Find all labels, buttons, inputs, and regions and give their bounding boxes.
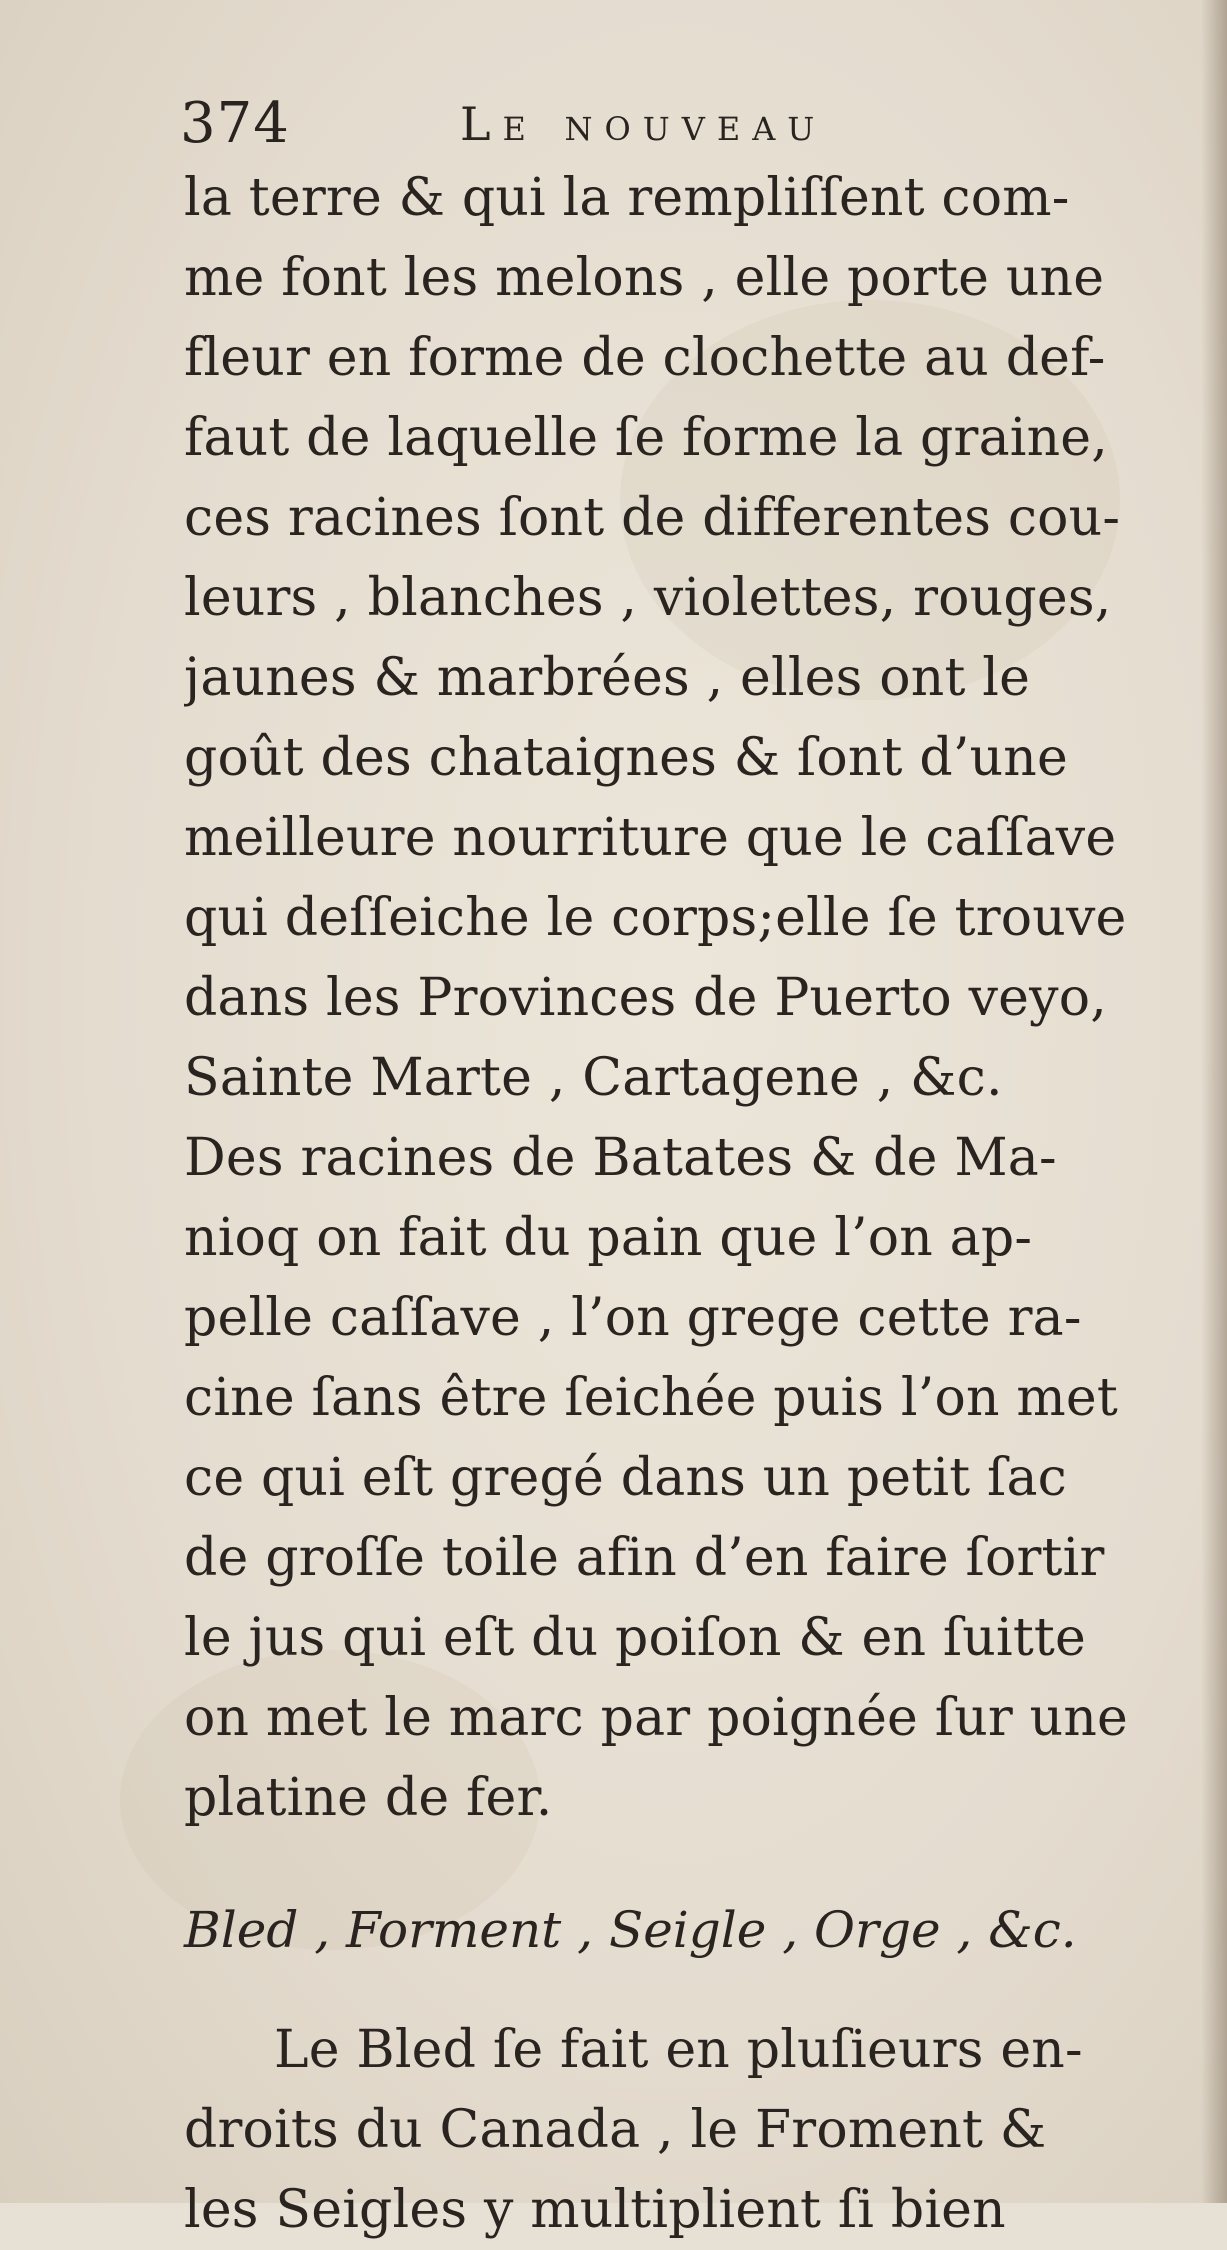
- text-line: dans les Provinces de Puerto veyo,: [184, 968, 1107, 1028]
- section-heading: Bled , Forment , Seigle , Orge , &c.: [184, 1901, 1077, 1959]
- text-line: la terre & qui la rempliſſent com-: [184, 168, 1070, 228]
- page-header: [180, 88, 1020, 160]
- text-line: qui deſſeiche le corps;elle ſe trouve: [184, 888, 1127, 948]
- text-line: Le Bled ſe fait en pluſieurs en-: [274, 2020, 1083, 2080]
- text-line: ces racines ſont de differentes cou-: [184, 488, 1121, 548]
- text-line: on met le marc par poignée ſur une: [184, 1688, 1129, 1748]
- page-number: 374: [180, 91, 290, 156]
- text-line: nioq on fait du pain que l’on ap-: [184, 1208, 1033, 1268]
- text-line: platine de fer.: [184, 1768, 553, 1828]
- text-line: Des racines de Batates & de Ma-: [184, 1128, 1057, 1188]
- spine-shadow: [1201, 0, 1227, 2203]
- text-line: goût des chataignes & ſont d’une: [184, 728, 1068, 788]
- text-line: me font les melons , elle porte une: [184, 248, 1105, 308]
- text-line: faut de laquelle ſe forme la graine,: [184, 408, 1109, 468]
- text-line: Sainte Marte , Cartagene , &c.: [184, 1048, 1003, 1108]
- text-line: ce qui eſt gregé dans un petit ſac: [184, 1448, 1068, 1508]
- text-line: droits du Canada , le Froment &: [184, 2100, 1047, 2160]
- text-line: les Seigles y multiplient ſi bien: [184, 2180, 1006, 2240]
- text-line: leurs , blanches , violettes, rouges,: [184, 568, 1112, 628]
- text-line: pelle caſſave , l’on grege cette ra-: [184, 1288, 1082, 1348]
- text-line: jaunes & marbrées , elles ont le: [184, 648, 1031, 708]
- body-text: [184, 158, 1189, 2250]
- text-line: le jus qui eſt du poiſon & en ſuitte: [184, 1608, 1086, 1668]
- text-line: de groſſe toile afin d’en faire ſortir: [184, 1528, 1105, 1588]
- text-line: cine ſans être ſeichée puis l’on met: [184, 1368, 1118, 1428]
- text-line: fleur en forme de clochette au def-: [184, 328, 1106, 388]
- text-line: meilleure nourriture que le caſſave: [184, 808, 1117, 868]
- running-title: Le nouveau: [460, 97, 827, 151]
